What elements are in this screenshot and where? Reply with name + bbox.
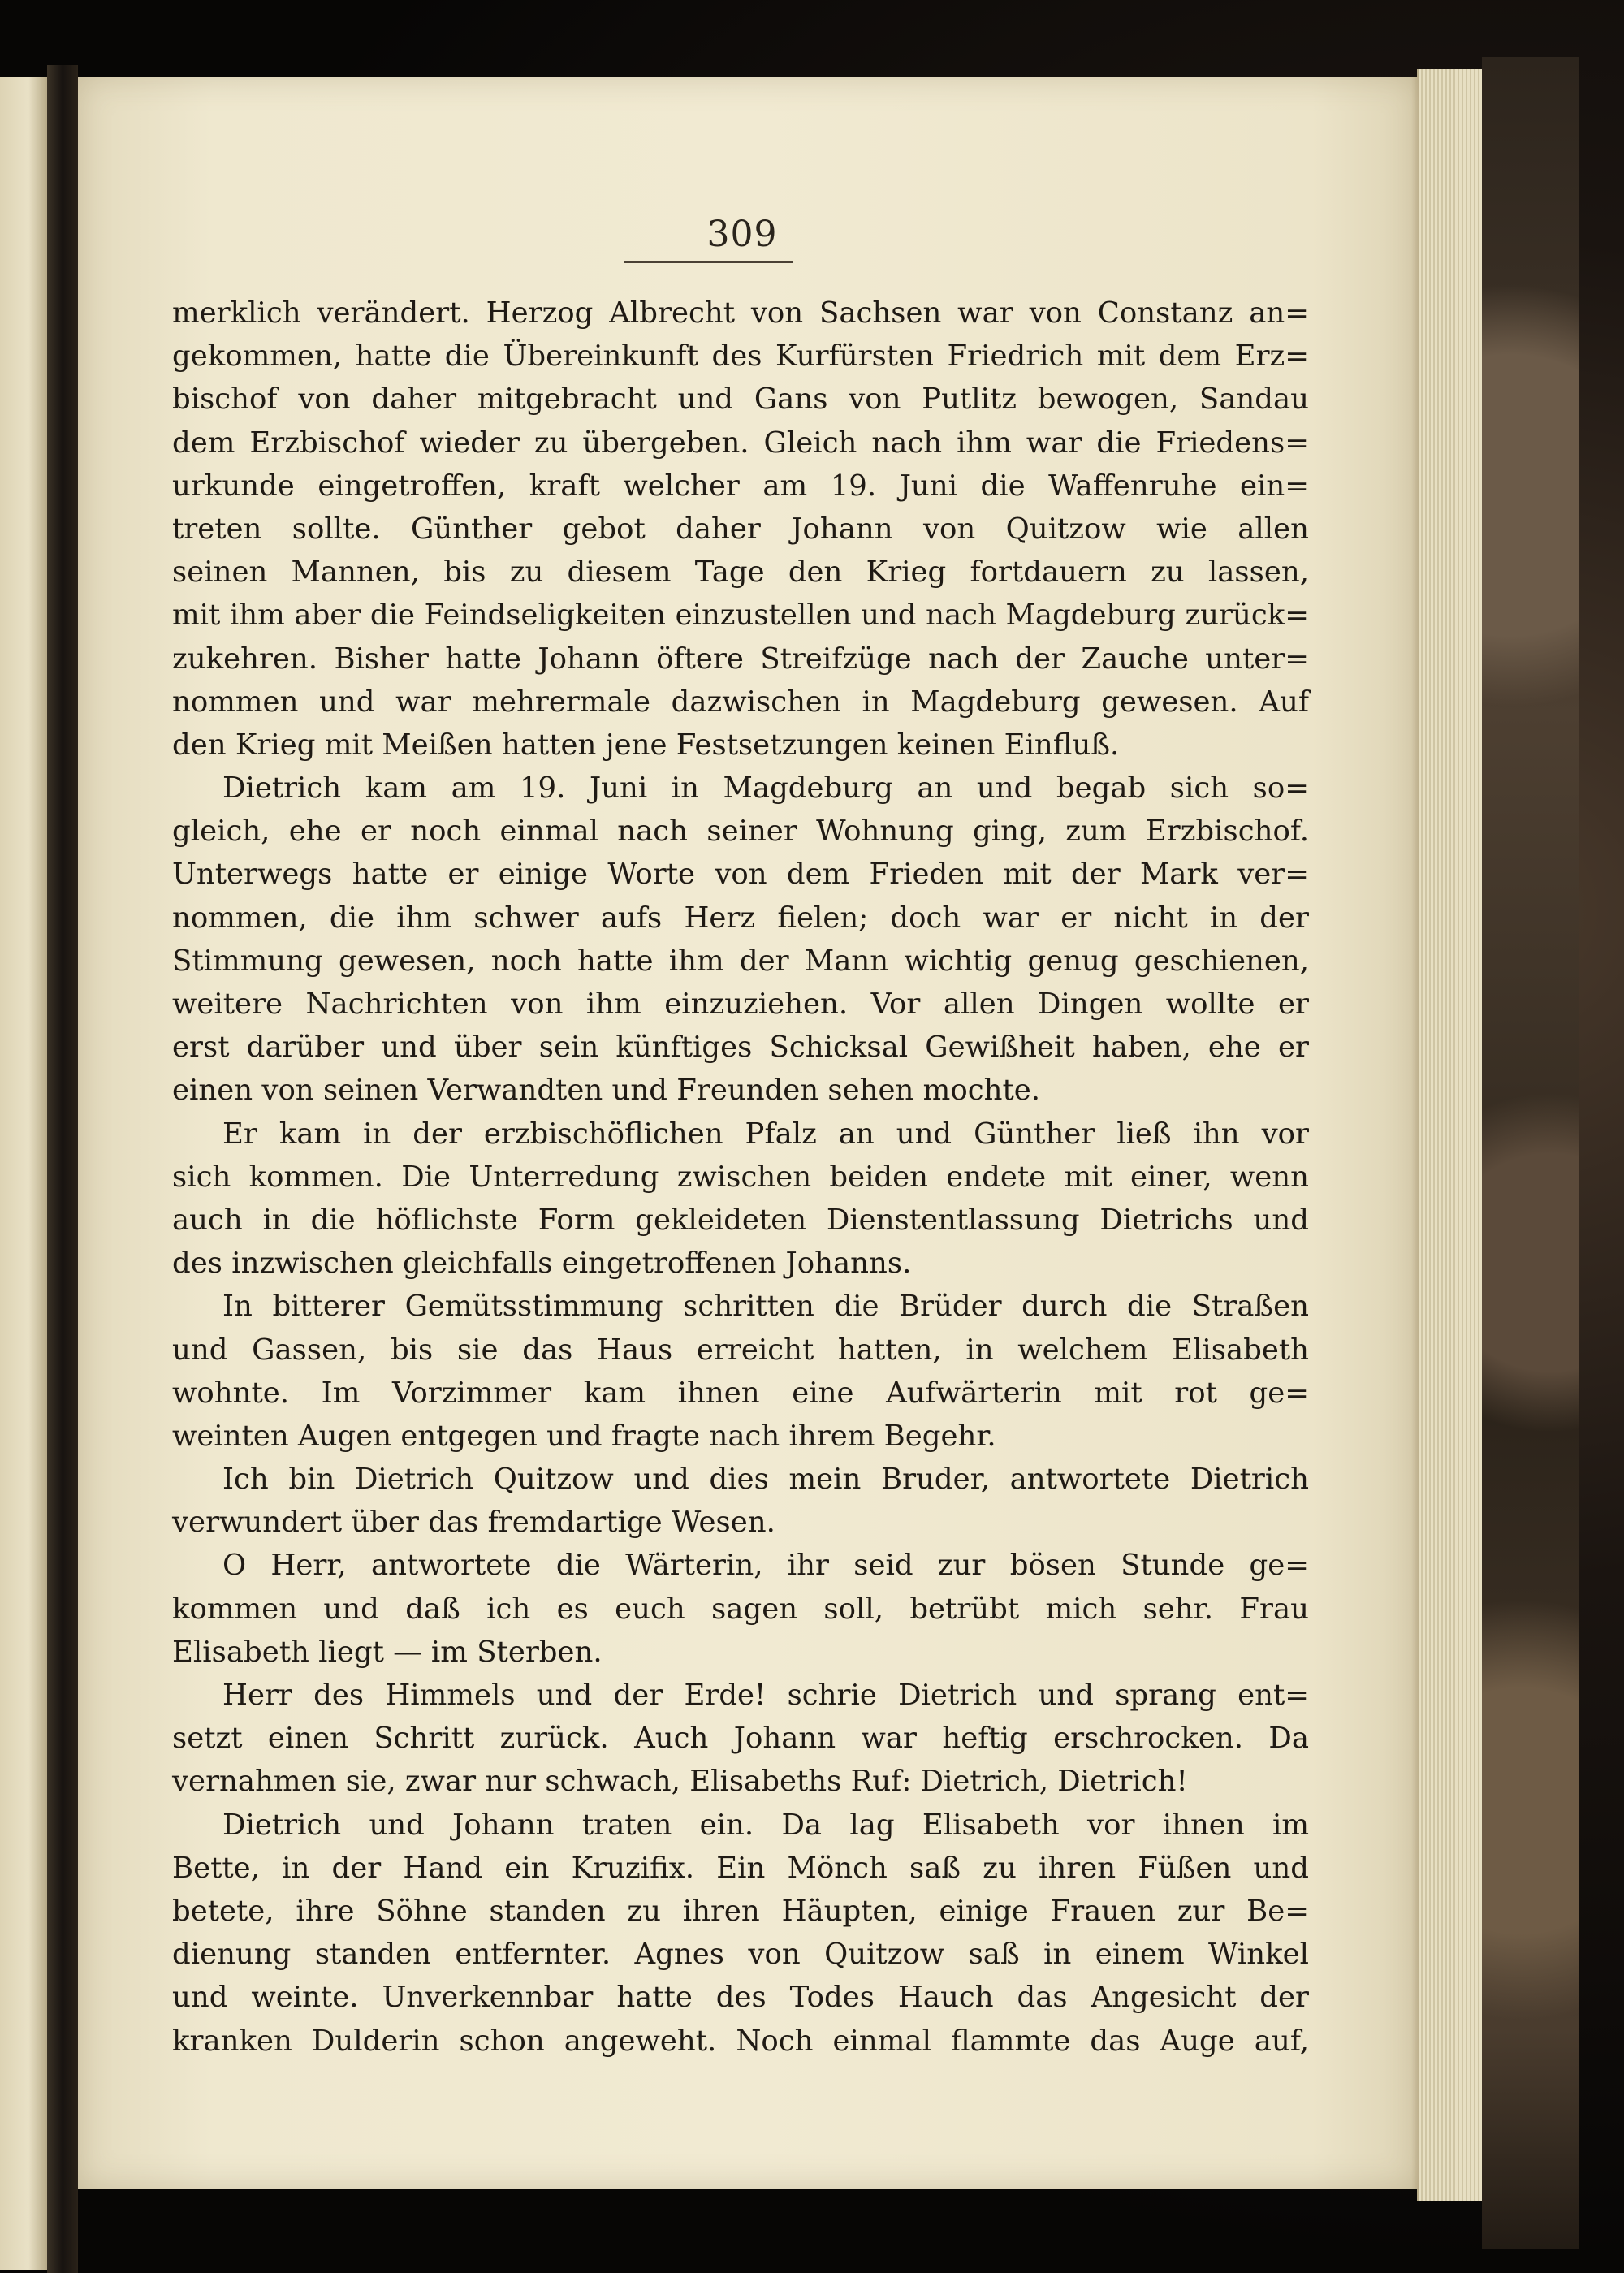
header-rule	[624, 261, 793, 263]
text-line: erst darüber und über sein künftiges Schicksal Gewißheit haben, ehe er	[172, 1031, 1309, 1065]
text-line: betete, ihre Söhne standen zu ihren Häupten, einige Frauen zur Be=	[172, 1894, 1309, 1928]
text-line: dienung standen entfernter. Agnes von Quitzow saß in einem Winkel	[172, 1938, 1309, 1972]
text-line: dem Erzbischof wieder zu übergeben. Gleich nach ihm war die Friedens=	[172, 426, 1309, 460]
marbled-cover	[1482, 57, 1579, 2249]
text-line: bischof von daher mitgebracht und Gans von Putlitz bewogen, Sandau	[172, 382, 1309, 417]
text-line: zukehren. Bisher hatte Johann öftere Streifzüge nach der Zauche unter=	[172, 642, 1309, 676]
page-edges	[1417, 69, 1484, 2201]
text-line: Herr des Himmels und der Erde! schrie Dietrich und sprang ent=	[222, 1679, 1309, 1712]
text-line: wohnte. Im Vorzimmer kam ihnen eine Aufwärterin mit rot ge=	[172, 1376, 1309, 1410]
text-line: setzt einen Schritt zurück. Auch Johann war heftig erschrocken. Da	[172, 1722, 1309, 1756]
text-line: verwundert über das fremdartige Wesen.	[172, 1506, 775, 1540]
text-line: Dietrich und Johann traten ein. Da lag Elisabeth vor ihnen im	[222, 1808, 1309, 1842]
text-line: vernahmen sie, zwar nur schwach, Elisabeths Ruf: Dietrich, Dietrich!	[172, 1765, 1188, 1799]
text-line: nommen und war mehrermale dazwischen in Magdeburg gewesen. Auf	[172, 685, 1309, 719]
body-text	[172, 292, 1309, 2063]
text-line: In bitterer Gemütsstimmung schritten die Brüder durch die Straßen	[222, 1290, 1309, 1324]
text-line: gleich, ehe er noch einmal nach seiner Wohnung ging, zum Erzbischof.	[172, 815, 1309, 849]
text-line: merklich verändert. Herzog Albrecht von Sachsen war von Constanz an=	[172, 296, 1309, 330]
text-line: treten sollte. Günther gebot daher Johann von Quitzow wie allen	[172, 512, 1309, 546]
text-line: und weinte. Unverkennbar hatte des Todes Hauch das Angesicht der	[172, 1981, 1309, 2015]
text-line: Er kam in der erzbischöflichen Pfalz an und Günther ließ ihn vor	[222, 1117, 1309, 1151]
text-line: Stimmung gewesen, noch hatte ihm der Mann wichtig genug geschienen,	[172, 944, 1309, 978]
text-line: des inzwischen gleichfalls eingetroffenen Johanns.	[172, 1247, 912, 1281]
book-gutter	[47, 65, 78, 2273]
text-line: Ich bin Dietrich Quitzow und dies mein Bruder, antwortete Dietrich	[222, 1463, 1309, 1497]
text-line: O Herr, antwortete die Wärterin, ihr seid zur bösen Stunde ge=	[222, 1549, 1309, 1583]
text-line: urkunde eingetroffen, kraft welcher am 19. Juni die Waffenruhe ein=	[172, 469, 1309, 503]
text-line: weinten Augen entgegen und fragte nach ihrem Begehr.	[172, 1419, 996, 1453]
text-line: weitere Nachrichten von ihm einzuziehen. Vor allen Dingen wollte er	[172, 987, 1309, 1021]
text-line: einen von seinen Verwandten und Freunden sehen mochte.	[172, 1074, 1041, 1108]
text-line: nommen, die ihm schwer aufs Herz fielen; doch war er nicht in der	[172, 901, 1309, 935]
text-line: Bette, in der Hand ein Kruzifix. Ein Mönch saß zu ihren Füßen und	[172, 1851, 1309, 1885]
text-line: den Krieg mit Meißen hatten jene Festsetzungen keinen Einfluß.	[172, 728, 1120, 762]
text-line: mit ihm aber die Feindseligkeiten einzustellen und nach Magdeburg zurück=	[172, 598, 1309, 633]
text-line: Elisabeth liegt — im Sterben.	[172, 1635, 603, 1669]
facing-page-edge	[0, 77, 49, 2270]
text-line: und Gassen, bis sie das Haus erreicht hatten, in welchem Elisabeth	[172, 1333, 1309, 1367]
page-number: 309	[706, 214, 778, 255]
text-line: kranken Dulderin schon angeweht. Noch einmal flammte das Auge auf,	[172, 2024, 1309, 2058]
text-line: Dietrich kam am 19. Juni in Magdeburg an und begab sich so=	[222, 771, 1309, 806]
text-line: kommen und daß ich es euch sagen soll, betrübt mich sehr. Frau	[172, 1592, 1309, 1626]
page-shading	[1411, 77, 1419, 2189]
text-line: seinen Mannen, bis zu diesem Tage den Krieg fortdauern zu lassen,	[172, 555, 1309, 590]
book-page	[78, 77, 1419, 2189]
text-line: auch in die höflichste Form gekleideten Dienstentlassung Dietrichs und	[172, 1203, 1309, 1237]
text-line: sich kommen. Die Unterredung zwischen beiden endete mit einer, wenn	[172, 1160, 1309, 1194]
text-line: gekommen, hatte die Übereinkunft des Kurfürsten Friedrich mit dem Erz=	[172, 339, 1309, 374]
text-line: Unterwegs hatte er einige Worte von dem Frieden mit der Mark ver=	[172, 858, 1309, 892]
